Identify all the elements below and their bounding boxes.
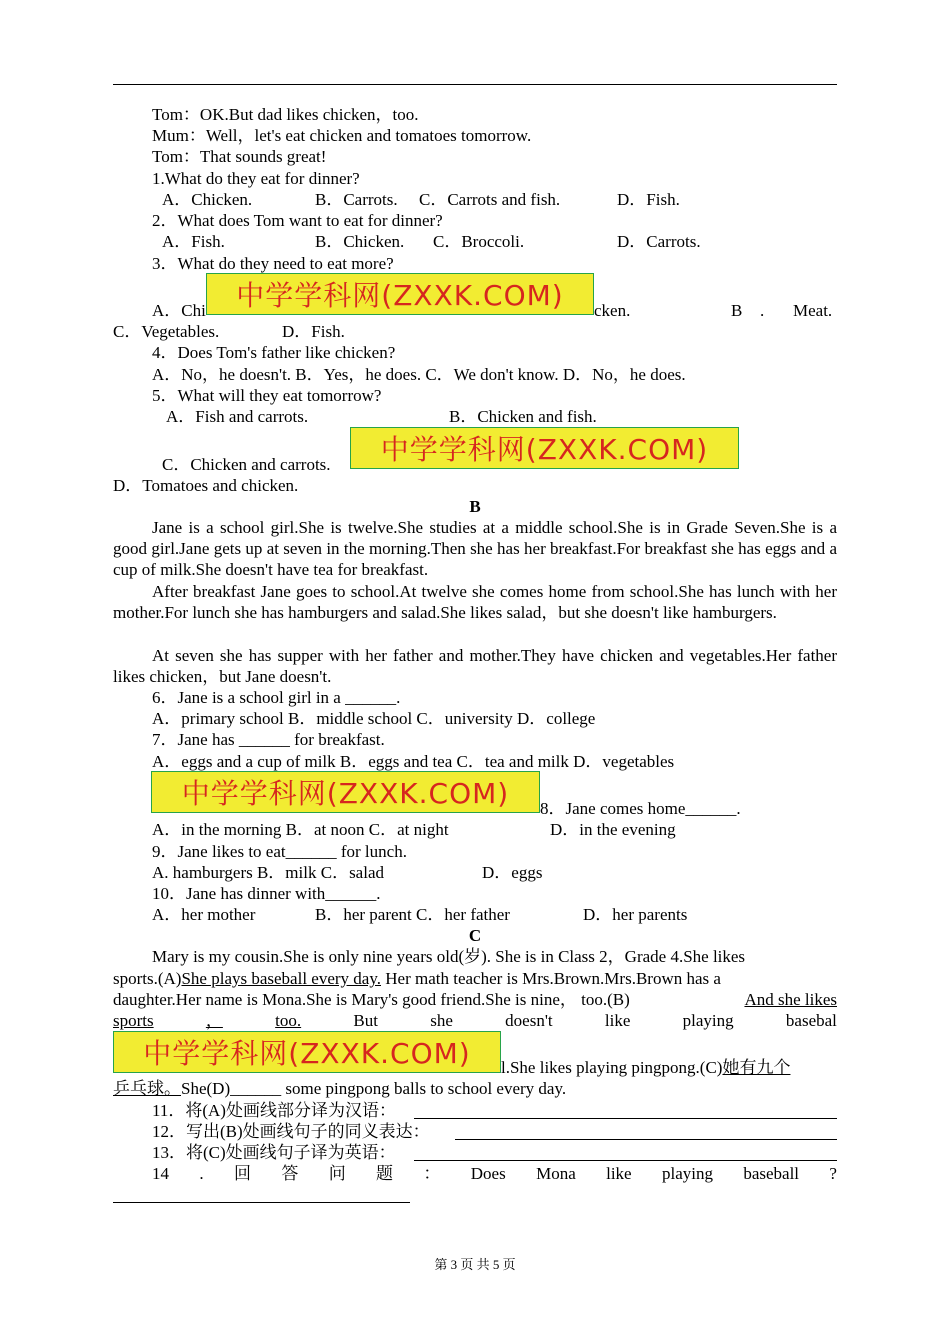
section-c-line-3 [113, 989, 837, 1010]
q14-token: ? [829, 1164, 837, 1183]
q14-token: Does [470, 1164, 506, 1183]
section-c-line-4-word: like [604, 1011, 631, 1030]
q2-option-d: D．Carrots. [617, 232, 701, 251]
q1-stem: 1.What do they eat for dinner? [152, 169, 360, 188]
q1-option-b: B．Carrots. [315, 190, 398, 209]
q5-option-a: A．Fish and carrots. [166, 407, 309, 426]
q14-token: 题 [376, 1164, 394, 1183]
q3-stem: 3．What do they need to eat more? [152, 254, 394, 273]
underlined-sentence-b-part-1: And she likes [744, 990, 837, 1009]
underlined-sentence-b-comma: ， [205, 1011, 223, 1030]
q5-option-c: C．Chicken and carrots. [162, 455, 331, 474]
section-c-line-3-start: daughter.Her name is Mona.She is Mary's good friend.She is nine， too.(B) [113, 990, 630, 1009]
section-c-line-4-word: she [430, 1011, 453, 1030]
q2-stem: 2．What does Tom want to eat for dinner? [152, 211, 443, 230]
q4-options: A．No，he doesn't. B．Yes，he does. C．We don't know. D．No，he does. [152, 365, 686, 384]
q8-options-abc: A．in the morning B．at noon C．at night [152, 820, 449, 839]
q2-option-a: A．Fish. [162, 232, 225, 251]
section-c-line-4-word: doesn't [505, 1011, 553, 1030]
section-b-paragraph-2: After breakfast Jane goes to school.At twelve she comes home from school.She has lunch with her mother.For lunch she has hamburgers and salad.She likes salad，but she doesn't like hamburgers. [113, 582, 837, 622]
q10-option-d: D．her parents [583, 905, 688, 924]
section-c-line-5 [501, 1057, 790, 1078]
section-c-line-6 [113, 1078, 566, 1099]
q12-prompt: 12．写出(B)处画线句子的同义表达： [152, 1122, 430, 1141]
q13-prompt: 13．将(C)处画线句子译为英语： [152, 1143, 396, 1162]
q14-token: Mona [536, 1164, 576, 1183]
q14-token: . [199, 1164, 204, 1183]
q14-token: 问 [328, 1164, 346, 1183]
section-c-line-2 [113, 968, 837, 989]
section-b-paragraph-3: At seven she has supper with her father and mother.They have chicken and vegetables.Her father likes chicken，but Jane doesn't. [113, 646, 837, 686]
q8-option-d: D．in the evening [550, 820, 676, 839]
q3-option-a-start: A．Chi [152, 301, 206, 320]
q10-stem: 10．Jane has dinner with______. [152, 884, 381, 903]
underlined-sentence-a: She plays baseball every day. [181, 969, 381, 988]
q13-answer-line[interactable] [414, 1160, 837, 1161]
underlined-sentence-b-end: too. [275, 1011, 302, 1030]
q14-token: 回 [233, 1164, 251, 1183]
q9-options-abc: A. hamburgers B．milk C．salad [152, 863, 384, 882]
q7-options: A．eggs and a cup of milk B．eggs and tea C．tea and milk D．vegetables [152, 752, 675, 771]
q6-stem: 6．Jane is a school girl in a ______. [152, 688, 401, 707]
q11-prompt: 11．将(A)处画线部分译为汉语： [152, 1101, 396, 1120]
underlined-sentence-b-word: sports [113, 1011, 154, 1030]
q14-answer-line[interactable] [113, 1202, 410, 1203]
section-c-line-6-end: She(D)______ some pingpong balls to school every day. [181, 1079, 567, 1098]
dialogue-line-2: Mum：Well，let's eat chicken and tomatoes tomorrow. [152, 126, 532, 145]
section-c-line-4 [113, 1010, 837, 1031]
q3-option-c: C．Vegetables. [113, 322, 220, 341]
q2-option-c: C．Broccoli. [433, 232, 525, 251]
section-c-line-2-end: Her math teacher is Mrs.Brown.Mrs.Brown has a [381, 969, 721, 988]
q1-option-d: D．Fish. [617, 190, 680, 209]
q3-option-b-letter: B [731, 301, 743, 320]
underlined-sentence-c-part-1: 她有九个 [722, 1058, 791, 1077]
q6-options: A．primary school B．middle school C．university D．college [152, 709, 596, 728]
q14-token: ： [423, 1164, 441, 1183]
section-c-line-2-start: sports.(A) [113, 969, 182, 988]
header-rule [113, 84, 837, 85]
watermark-logo: 中学学科网(ZXXK.COM) [206, 273, 594, 315]
q5-option-d: D．Tomatoes and chicken. [113, 476, 299, 495]
q9-stem: 9．Jane likes to eat______ for lunch. [152, 842, 407, 861]
q8-stem: 8．Jane comes home______. [540, 799, 741, 818]
section-c-line-4-word: But [353, 1011, 378, 1030]
section-c-line-1 [152, 946, 837, 967]
dialogue-line-1: Tom：OK.But dad likes chicken，too. [152, 105, 419, 124]
q3-option-d: D．Fish. [282, 322, 345, 341]
q14-token: 14 [152, 1164, 169, 1183]
section-b-heading: B [469, 497, 481, 516]
q10-option-a: A．her mother [152, 905, 256, 924]
q5-option-b: B．Chicken and fish. [449, 407, 597, 426]
dialogue-line-3: Tom：That sounds great! [152, 147, 327, 166]
watermark-logo: 中学学科网(ZXXK.COM) [151, 771, 540, 813]
watermark-logo: 中学学科网(ZXXK.COM) [350, 427, 739, 469]
q14-prompt [152, 1163, 837, 1184]
q14-token: baseball [743, 1164, 800, 1183]
section-c-heading: C [468, 926, 482, 945]
section-c-line-2-text [113, 968, 721, 989]
q3-option-b-dot: . [760, 301, 765, 320]
q7-stem: 7．Jane has ______ for breakfast. [152, 730, 385, 749]
q4-stem: 4．Does Tom's father like chicken? [152, 343, 396, 362]
q9-option-d: D．eggs [482, 863, 543, 882]
q12-answer-line[interactable] [455, 1139, 837, 1140]
q1-option-a: A．Chicken. [162, 190, 253, 209]
watermark-logo: 中学学科网(ZXXK.COM) [113, 1031, 501, 1073]
page-footer: 第 3 页 共 5 页 [434, 1257, 516, 1272]
q2-option-b: B．Chicken. [315, 232, 405, 251]
q3-option-b-text: Meat. [793, 301, 833, 320]
section-c-line-5-start: l.She likes playing pingpong.(C) [501, 1058, 723, 1077]
section-b-paragraph-1: Jane is a school girl.She is twelve.She studies at a middle school.She is in Grade Seven.She is a good girl.Jane gets up at seven in the morning.Then she has her breakfast.For breakfast she has eggs and a cup of milk.She doesn't have tea for breakfast. [113, 518, 837, 579]
q11-answer-line[interactable] [414, 1118, 837, 1119]
q1-option-c: C．Carrots and fish. [419, 190, 561, 209]
q14-token: playing [661, 1164, 713, 1183]
q14-token: like [606, 1164, 632, 1183]
q14-token: 答 [281, 1164, 299, 1183]
section-c-line-4-word: playing [682, 1011, 734, 1030]
q10-options-bc: B．her parent C．her father [315, 905, 510, 924]
section-c-line-4-word: basebal [785, 1011, 837, 1030]
underlined-sentence-c-part-2: 乒乓球。 [113, 1079, 181, 1098]
section-c-line-1-text: Mary is my cousin.She is only nine years old(岁). She is in Class 2，Grade 4.She likes [152, 947, 746, 966]
q3-option-a-end: cken. [594, 301, 631, 320]
q5-stem: 5．What will they eat tomorrow? [152, 386, 382, 405]
